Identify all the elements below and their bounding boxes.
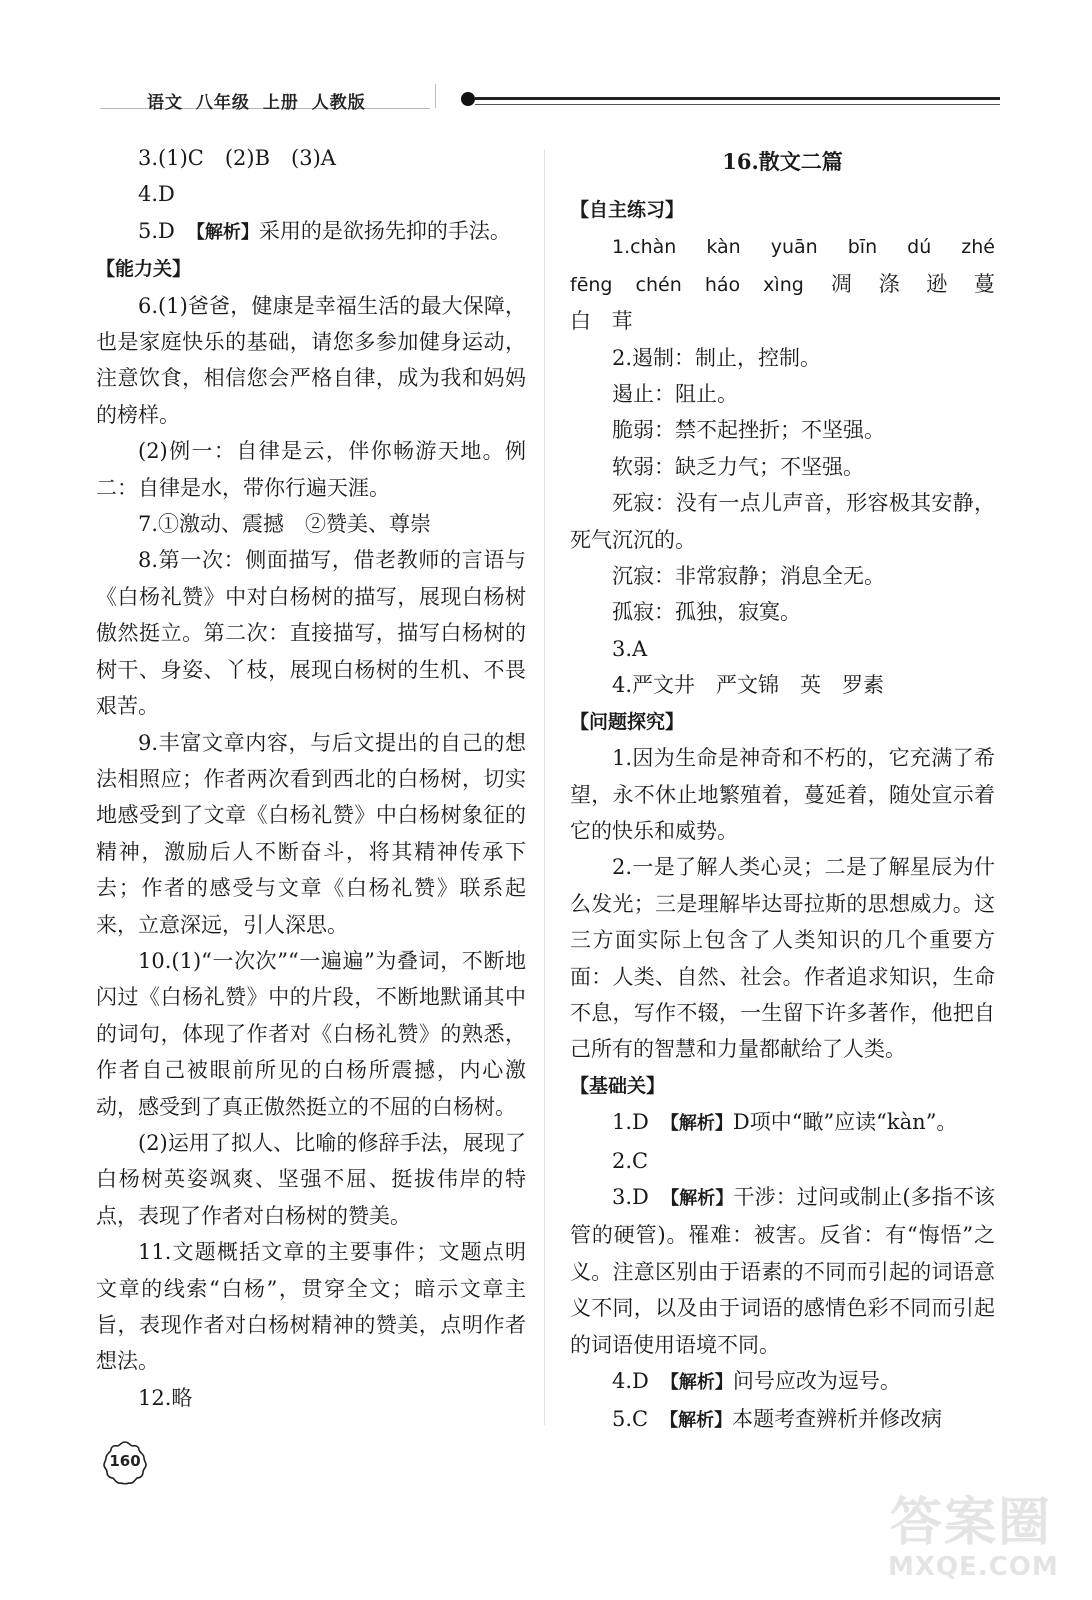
watermark-url: MXQE.COM [888,1552,1059,1582]
column-divider [544,150,545,1425]
basic-5 [570,1401,995,1439]
section-basic: 【基础关】 [570,1074,666,1097]
answer-6-2: (2)例一：自律是云，伴你畅游天地。例二：自律是水，带你行遍天涯。 [96,439,526,500]
analysis-tag: 【解析】 [670,1187,734,1209]
basic-1 [570,1104,995,1142]
watermark-logo-text: 答案圈 [890,1493,1053,1553]
answer-8: 8.第一次：侧面描写，借老教师的言语与《白杨礼赞》中对白杨树的描写，展现白杨树傲然挺立。第二次：直接描写，描写白杨树的树干、身姿、丫枝，展现白杨树的生机、不畏艰苦。 [96,548,526,719]
self-4: 4.严文井 严文锦 英 罗素 [612,673,885,698]
watermark [870,1480,1080,1590]
explore-2: 2.一是了解人类心灵；二是了解星辰为什么发光；三是理解毕达哥拉斯的思想威力。这三方面实际上包含了人类知识的几个重要方面：人类、自然、社会。作者追求知识，生命不息，写作不辍，一生留下许多著作，他把自己所有的智慧和力量都献给了人类。 [570,855,995,1062]
self-3: 3.A [612,636,648,661]
page-number-badge [100,1438,150,1488]
answer-12: 12.略 [138,1385,193,1410]
answer-4: 4.D [138,182,175,207]
basic-4 [570,1363,995,1401]
right-column [570,140,995,1440]
self-2-7: 孤寂：孤独，寂寞。 [612,600,801,625]
analysis-tag: 【解析】 [195,221,259,243]
self-1-chars: 凋 涤 逊 蔓 白 茸 [570,271,995,334]
header-rule-thin [475,104,1000,105]
basic-5-text: 本题考查辨析并修改病 [732,1407,943,1432]
answer-5-text: 采用的是欲扬先抑的手法。 [258,218,511,243]
answer-5-number: 5.D [138,218,196,243]
left-column [96,140,526,1416]
section-self-practice: 【自主练习】 [570,199,685,221]
basic-2: 2.C [612,1148,649,1173]
self-2-6: 沉寂：非常寂静；消息全无。 [612,564,885,589]
basic-4-number: 4.D [612,1369,670,1393]
basic-4-text: 问号应改为逗号。 [732,1369,901,1393]
answer-6-1: 6.(1)爸爸，健康是幸福生活的最大保障，也是家庭快乐的基础，请您多参加健身运动，注意饮食，相信您会严格自律，成为我和妈妈的榜样。 [96,293,526,427]
answer-7: 7.①激动、震撼 ②赞美、尊崇 [138,512,432,537]
header-title: 语文 八年级 上册 人教版 [147,93,366,113]
answer-5 [96,213,526,251]
analysis-tag: 【解析】 [669,1372,733,1393]
answer-9: 9.丰富文章内容，与后文提出的自己的想法相照应；作者两次看到西北的白杨树，切实地感受到了文章《白杨礼赞》中白杨树象征的精神，激励后人不断奋斗，将其精神传承下去；作者的感受与文章《白杨礼赞》联系起来，立意深远，引人深思。 [96,730,526,937]
basic-3-text: 干涉：过问或制止(多指不该管的硬管)。罹难：被害。反省：有“悔悟”之义。注意区别由于语素的不同而引起的词语意义不同，以及由于词语的感情色彩不同而引起的词语使用语境不同。 [570,1184,996,1357]
self-2-4: 软弱：缺乏力气；不坚强。 [612,454,864,479]
analysis-tag: 【解析】 [669,1113,733,1135]
answer-3: 3.(1)C (2)B (3)A [138,146,336,170]
header-dot-icon [461,92,475,106]
analysis-tag: 【解析】 [669,1410,733,1432]
header-separator [435,84,436,108]
basic-5-number: 5.C [612,1407,670,1432]
header-rule [475,97,1000,100]
basic-1-number: 1.D [612,1110,670,1135]
self-1-pinyin: 1.chàn kàn yuān bīn dú zhé fēng chén háo xìng [570,236,995,296]
page-header [0,80,1092,120]
answer-10-2: (2)运用了拟人、比喻的修辞手法，展现了白杨树英姿飒爽、坚强不屈、挺拔伟岸的特点，表现了作者对白杨树的赞美。 [96,1130,526,1228]
basic-1-text: D项中“瞰”应读“kàn”。 [732,1110,958,1135]
page-number: 160 [109,1452,141,1470]
explore-1: 1.因为生命是神奇和不朽的，它充满了希望，永不休止地繁殖着，蔓延着，随处宣示着它的快乐和威势。 [570,746,995,843]
self-2-5: 死寂：没有一点儿声音，形容极其安静，死气沉沉的。 [570,491,995,552]
self-1 [570,228,995,339]
self-2-3: 脆弱：禁不起挫折；不坚强。 [612,418,885,443]
answer-11: 11.文题概括文章的主要事件；文题点明文章的线索“白杨”，贯穿全文；暗示文章主旨，表现作者对白杨树精神的赞美，点明作者想法。 [96,1240,526,1374]
section-ability: 【能力关】 [96,258,192,281]
section-problem-explore: 【问题探究】 [570,710,685,733]
lesson-title: 16.散文二篇 [722,149,843,174]
basic-3-number: 3.D [612,1184,671,1209]
self-2-2: 遏止：阻止。 [612,382,738,407]
answer-10-1: 10.(1)“一次次”“一遍遍”为叠词，不断地闪过《白杨礼赞》中的片段，不断地默诵其中的词句，体现了作者对《白杨礼赞》的熟悉，作者自己被眼前所见的白杨所震撼，内心激动，感受到了真正傲然挺立的不屈的白杨树。 [96,948,526,1119]
self-2-1: 2.遏制：制止，控制。 [612,345,822,370]
basic-3 [570,1179,995,1363]
